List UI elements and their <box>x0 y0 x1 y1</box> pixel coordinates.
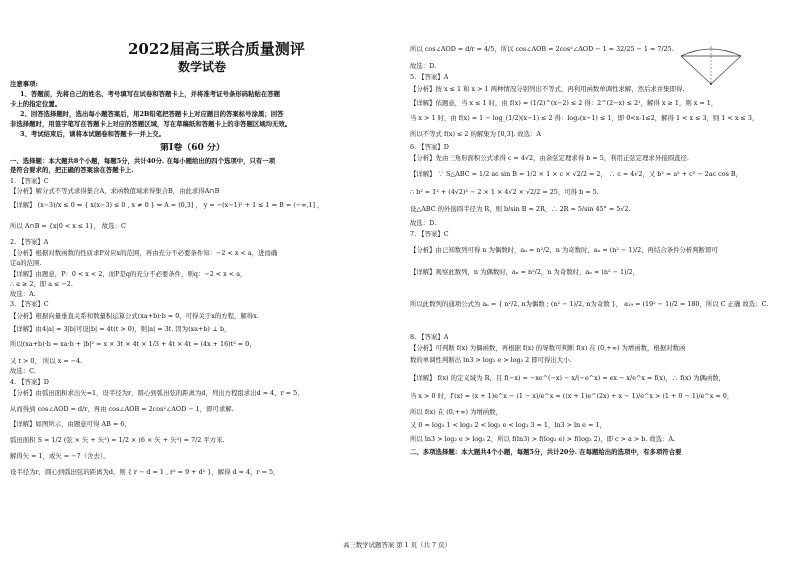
text-line: ∴ b² = 1² + (4√2)² − 2 × 1 × 4√2 × √2/2 = 25，可得 b = 5. <box>410 188 599 196</box>
text-line: 【详解】 ∵ S△ABC = 1/2 ac sin B = 1/2 × 1 × c × √2/2 = 2， ∴ c = 4√2，又 b² = a² + c² − 2ac cos B， <box>410 170 742 178</box>
text-line: 2. 【答案】A <box>10 238 49 246</box>
text-line: 【详解】由题意，P：0 < x < 2，而P是q的充分不必要条件，则q：−2 < x < a， <box>10 270 247 278</box>
text-line: 故选：A. <box>10 290 36 298</box>
text-line: 当 x > 0 时，f′(x) = (x + 1)e^x − (1 − x)/e^x = ((x + 1)e^(2x) + x − 1)/e^x > (1 + 0 − 1)/e^x = 0， <box>410 392 734 400</box>
text-line: 当 x > 1 时，由 f(x) = 1 − log_(1/2)(x−1) ≤ 2 得：log₂(x−1) ≤ 1，即 0<x-1≤2，解得 1 < x ≤ 3，则 1 < x ≤ 3， <box>410 114 759 122</box>
text-line: 【分析】由已知数列可得 n 为偶数时，aₙ = n²/2，n 为奇数时，aₙ = (n² − 1)/2，再结合条件分析判断即可 <box>410 246 718 254</box>
text-line: 【分析】先由三角形面积公式求得 c = 4√2，由余弦定理求得 b = 5，利用正弦定理求外接圆直径. <box>410 154 689 162</box>
text-line: 【分析】根据向量垂直关系和数量积运算公式(xa+b)·b = 0，可得关于x的方程，解得x. <box>10 312 259 320</box>
text-line: 所以 f(x) 在 (0,+∞) 为增函数， <box>410 408 502 416</box>
text-line: 又 t > 0， 所以 x = −4. <box>10 357 83 365</box>
text-line: 所以 cos∠AOD = d/r = 4/5，所以 cos∠AOB = 2cos²∠AOD − 1 = 32/25 − 1 = 7/25. <box>410 45 674 53</box>
text-line: 【详解】如图所示，由题意可得 AB = 6， <box>10 420 131 428</box>
text-line: 【详解】 f(x) 的定义域为 R，且 f(−x) = −xe^(−x) − x/(−e^x) = ex − x/e^x = f(x)，∴ f(x) 为偶函数， <box>410 374 726 382</box>
text-line: 又 0 = log₃ 1 < log₃ 2 < log₃ e < log₃ 3 = 1，ln3 > ln e = 1， <box>410 421 606 429</box>
arc-field-diagram <box>676 40 746 90</box>
text-line: 弧田面积 S = 1/2 (弦 × 矢 + 矢²) = 1/2 × (6 × 矢 + 矢²) = 7/2 平方米. <box>10 436 225 444</box>
text-line: 7. 【答案】C <box>410 230 449 238</box>
notice-line: 3、考试结束后，请将本试题卷和答题卡一并上交。 <box>20 130 166 138</box>
section-intro: 一、选择题：本大题共8个小题，每题5分，共计40分. 在每小题给出的四个选项中，只有一项 <box>10 157 276 165</box>
text-line: 所以(xa+b)·b = xa·b + |b|² = x × 3t × 4t × 1/3 + 4t × 4t = (4x + 16)t² = 0， <box>10 340 256 348</box>
text-line: 故选：C. <box>10 367 36 375</box>
page-subtitle: 数学试卷 <box>178 60 227 74</box>
text-line: 所以不等式 f(x) ≤ 2 的解集为 [0,3]. 故选：A <box>410 130 542 138</box>
text-line: 6. 【答案】D <box>410 143 449 151</box>
page-title: 2022届高三联合质量测评 <box>128 40 305 58</box>
text-line: 【分析】根据对数函数的性质求P对应x的范围，再由充分不必要条件知：−2 < x < a，进而确 <box>10 249 278 257</box>
text-line: 【分析】可判断 f(x) 为偶函数，再根据 f(x) 的导数可判断 f(x) 在 (0,+∞) 为增函数，根据对数函 <box>410 344 686 352</box>
text-line: 设半径为r，圆心到弧田弦的距离为d，则 { r − d = 1 , r² = 9 + d² }，解得 d = 4，r = 5， <box>10 468 280 476</box>
notice-line: 卡上的指定位置。 <box>10 100 62 108</box>
text-line: 定a的范围. <box>10 259 42 267</box>
text-line: 【分析】解分式不等式求得集合A，求函数值域求得集合B，由此求得A∩B <box>10 187 220 195</box>
text-line: 【分析】由弧田面积求出矢=1，设半径为r，圆心到弧田弦的距离为d，列出方程组求出d = 4，r = 5， <box>10 389 304 397</box>
text-line: 解得矢 = 1，或矢 = −7（舍去）， <box>10 452 110 460</box>
text-line: 【分析】按 x ≤ 1 和 x > 1 两种情况分别列出不等式，再利用函数单调性求解，然后求并集即得. <box>410 85 685 93</box>
text-line: 故选：D. <box>410 62 437 70</box>
text-line: 从而得到 cos∠AOD = d/r，再由 cos∠AOB = 2cos²∠AOD − 1，即可求解. <box>10 405 234 413</box>
text-line: 故选：D. <box>410 219 437 227</box>
text-line: 1. 【答案】C <box>10 177 49 185</box>
notice-line: 非选择题时，用签字笔写在答题卡上对应的答题区域，写在草稿纸和答题卡上的非答题区域均无效。 <box>10 120 292 128</box>
text-line: ∴ a ≥ 2，即 a ≤ −2. <box>10 280 73 288</box>
text-line: 【详解】 (x−3)/x ≤ 0 ⇔ { x(x−3) ≤ 0 , x ≠ 0 } ⇔ A = (0,3] ， y = −(x−1)² + 1 ≤ 1 ⇒ B = (−∞,1] ， <box>10 201 324 209</box>
text-line: 【详解】依题意，当 x ≤ 1 时，由 f(x) = (1/2)^(x−2) ≤ 2 得：2^(2−x) ≤ 2¹，解得 x ≥ 1，则 x = 1， <box>410 99 718 107</box>
text-line: 所以 A∩B = {x|0 < x ≤ 1}， 故选：C <box>10 222 126 230</box>
section-intro: 是符合要求的，把正确的答案涂在答题卡上. <box>10 166 134 174</box>
text-line: 【详解】观察此数列，n 为偶数时，aₙ = n²/2，n 为奇数时，aₙ = (n² − 1)/2， <box>410 268 640 276</box>
section-title: 第Ⅰ卷（60 分） <box>160 143 225 153</box>
page-footer: 高三数学试题答案 第 1 页（共 7 页） <box>343 541 451 549</box>
text-line: 设△ABC 的外接圆半径为 R，则 b/sin B = 2R，∴ 2R = 5/sin 45° = 5√2. <box>410 205 631 213</box>
notice-heading: 注意事项: <box>10 80 38 88</box>
text-line: 4. 【答案】D <box>10 378 49 386</box>
text-line: 【详解】由4|a| = 3|b|可设|b| = 4t(t > 0)，则|a| = 3t. 因为(xa+b) ⊥ b， <box>10 325 231 333</box>
notice-line: 1、答题前，先将自己的姓名、考号填写在试卷和答题卡上，并将准考证号条形码粘贴在答题 <box>20 90 281 98</box>
text-line: 所以 ln3 > log₂ e > log₃ 2，所以 f(ln3) > f(log₂ e) > f(log₃ 2)，即 c > a > b. 故选：A. <box>410 435 676 443</box>
text-line: 5. 【答案】A <box>410 73 449 81</box>
text-line: 二、多项选择题：本大题共4个小题，每题5分，共计20分. 在每题给出的选项中，有多项符合要 <box>410 448 682 456</box>
text-line: 所以此数列的通项公式为 aₙ = { n²/2, n为偶数 ; (n² − 1)/2, n为奇数 }， a₁₉ = (19² − 1)/2 = 180，所以 C 正确 故选：C. <box>410 300 769 308</box>
text-line: 3. 【答案】C <box>10 300 49 308</box>
text-line: 数的单调性判断出 ln3 > log₂ e > log₃ 2 即可得出大小. <box>410 356 572 364</box>
text-line: 8. 【答案】A <box>410 333 449 341</box>
notice-line: 2、回答选择题时，选出每小题答案后，用2B铅笔把答题卡上对应题目的答案标号涂黑；回答 <box>20 110 284 118</box>
